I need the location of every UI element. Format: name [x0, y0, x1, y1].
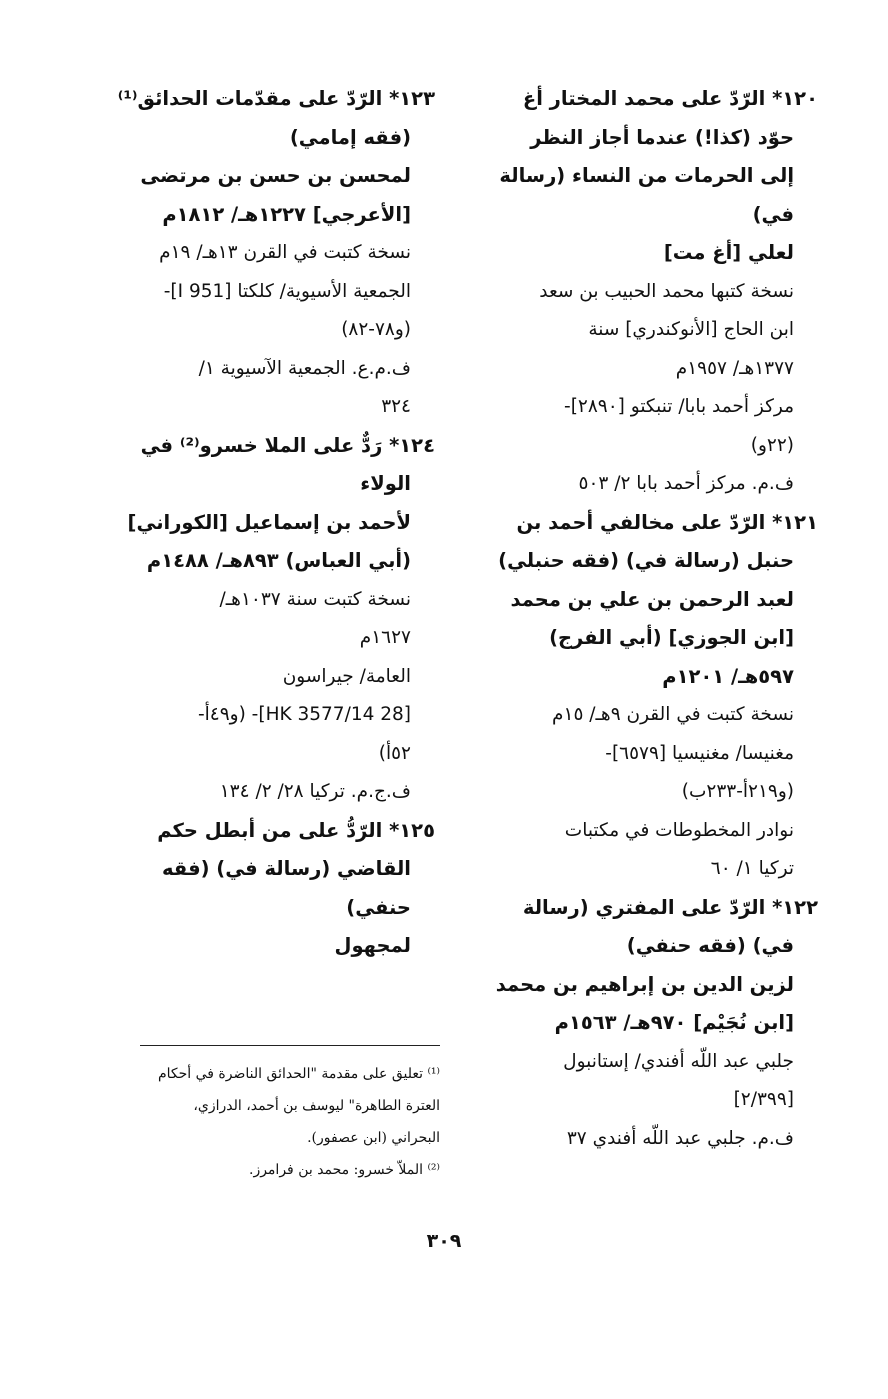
entry-line: (فقه إمامي): [289, 125, 411, 149]
entry-line: (و٢١٩أ-٢٣٣ب): [681, 781, 794, 802]
left-column: [100, 80, 435, 966]
entry-line: القاضي (رسالة في) (فقه: [161, 857, 411, 880]
entry-line: (و٧٨-٨٢): [341, 319, 411, 340]
entry-line: لزين الدين بن إبراهيم بن محمد: [495, 972, 794, 996]
entry-line: لمجهول: [334, 934, 411, 957]
entry-line: [ابن الجوزي] (أبي الفرج): [549, 626, 794, 649]
entry-line: (٢٢و): [750, 434, 794, 456]
entry-line: حنفي): [346, 895, 411, 919]
entry-line: حوّد (كذا!) عندما أجاز النظر: [530, 125, 794, 149]
entry-line: لأحمد بن إسماعيل [الكوراني]: [127, 510, 411, 534]
page-number: ٣٠٩: [426, 1230, 462, 1252]
entry-line: ١٦٢٧م: [359, 627, 411, 648]
entry-heading: ١٢٣* الرّدّ على مقدّمات الحدائق⁽¹⁾: [117, 87, 435, 110]
right-column: [478, 80, 818, 1158]
entry-line: ف.م.ع. الجمعية الآسيوية ١/: [198, 357, 411, 379]
entry-line: ف.م. جلبي عبد اللّه أفندي ٣٧: [566, 1127, 794, 1149]
footnote-line: العترة الطاهرة" ليوسف بن أحمد، الدرازي،: [193, 1098, 440, 1114]
footnote-line: ⁽¹⁾ تعليق على مقدمة "الحدائق الناضرة في أحكام: [157, 1066, 440, 1082]
entry-heading: ١٢٤* رَدٌّ على الملا خسرو⁽²⁾ في: [140, 433, 435, 457]
entry-line: [الأعرجي] ١٢٢٧هـ/ ١٨١٢م: [162, 202, 411, 226]
entry-line: ٣٢٤: [381, 396, 411, 417]
entry-line: نوادر المخطوطات في مكتبات: [564, 819, 794, 841]
entry-line: مغنيسا/ مغنيسيا [٦٥٧٩]-: [605, 742, 794, 764]
entry-line: ٥٩٧هـ/ ١٢٠١م: [662, 664, 794, 688]
entry-line: لعلي [أغ مت]: [663, 241, 794, 264]
entry-line: [٢/٣٩٩]: [733, 1089, 794, 1110]
entry-line: جلبي عبد اللّه أفندي/ إستانبول: [563, 1050, 794, 1072]
entry-line: إلى الحرمات من النساء (رسالة: [499, 164, 794, 187]
entry-line: في) (فقه حنفي): [626, 934, 794, 957]
entry-line: ١٣٧٧هـ/ ١٩٥٧م: [675, 357, 794, 379]
footnote-line: البحراني (ابن عصفور).: [307, 1130, 440, 1146]
footnote-separator: [140, 1045, 440, 1046]
entry-line: الجمعية الأسيوية/ كلكتا [I 951]-: [163, 280, 411, 302]
entry-line: نسخة كتبها محمد الحبيب بن سعد: [539, 280, 794, 302]
entry-line: تركيا ١/ ٦٠: [710, 858, 794, 879]
entry-line: ف.ج.م. تركيا ٢٨/ ٢/ ١٣٤: [219, 781, 411, 802]
entry-line: نسخة كتبت في القرن ٩هـ/ ١٥م: [552, 704, 794, 725]
entry-line: العامة/ جيراسون: [282, 665, 411, 687]
entry-line: لعبد الرحمن بن علي بن محمد: [510, 587, 794, 611]
entry-line: (أبي العباس) ٨٩٣هـ/ ١٤٨٨م: [146, 549, 411, 572]
entry-heading: ١٢٠* الرّدّ على محمد المختار أغ: [522, 87, 818, 110]
entry-line: نسخة كتبت سنة ١٠٣٧هـ/: [219, 588, 411, 610]
entry-line: لمحسن بن حسن بن مرتضى: [140, 164, 411, 187]
entry-line: [HK 3577/14 28]- (و٤٩أ-: [197, 704, 411, 725]
entry-line: مركز أحمد بابا/ تنبكتو [٢٨٩٠]-: [564, 396, 794, 417]
entry-heading: ١٢٢* الرّدّ على المفتري (رسالة: [522, 895, 818, 919]
entry-heading: ١٢١* الرّدّ على مخالفي أحمد بن: [516, 510, 818, 534]
footnote-line: ⁽²⁾ الملاّ خسرو: محمد بن فرامرز.: [249, 1162, 440, 1178]
entry-line: ف.م. مركز أحمد بابا ٢/ ٥٠٣: [578, 473, 794, 494]
footnotes: [100, 1058, 440, 1186]
entry-line: الولاء: [360, 472, 411, 495]
entry-heading: ١٢٥* الرّدُّ على من أبطل حكم: [157, 818, 435, 842]
entry-line: نسخة كتبت في القرن ١٣هـ/ ١٩م: [159, 242, 411, 263]
entry-line: في): [752, 202, 794, 226]
entry-line: [ابن نُجَيْم] ٩٧٠هـ/ ١٥٦٣م: [554, 1011, 794, 1034]
entry-line: ٥٢أ): [378, 742, 411, 764]
entry-line: ابن الحاج [الأنوكندري] سنة: [588, 319, 794, 340]
entry-line: حنبل (رسالة في) (فقه حنبلي): [498, 549, 794, 572]
